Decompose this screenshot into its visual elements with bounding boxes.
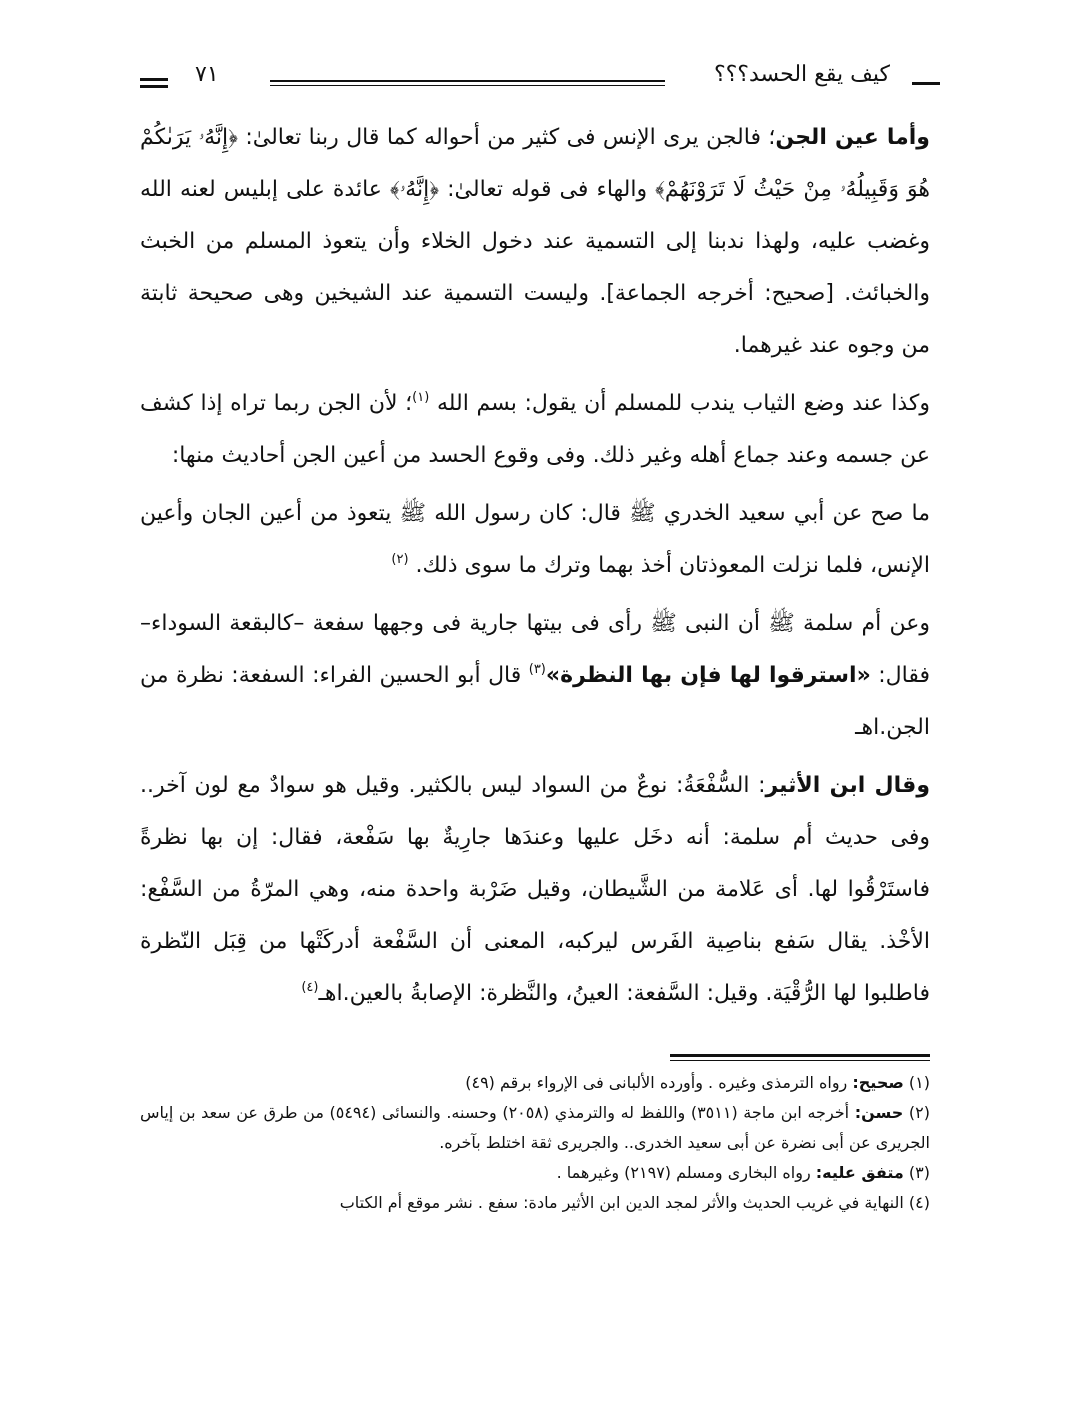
- running-header: [140, 60, 940, 100]
- paragraph-jinn-eye: [140, 112, 930, 372]
- hadith-quote: «استرقوا لها فإن بها النظرة»: [545, 663, 871, 688]
- footnote-number: (٢): [908, 1103, 930, 1122]
- footnote-ref: (٣): [528, 662, 546, 677]
- paragraph-text: وكذا عند وضع الثياب يندب للمسلم أن يقول: بسم الله: [436, 391, 930, 416]
- paragraph-lead: وأما عين الجن: [775, 125, 930, 150]
- header-ornament-left: [140, 78, 168, 88]
- footnote-label: حسن:: [854, 1103, 904, 1122]
- page-number: ٧١: [195, 62, 219, 87]
- paragraph-abu-said: [140, 488, 930, 592]
- paragraph-text: وعن أم سلمة ﷺ أن النبى ﷺ رأى فى بيتها جارية فى وجهها سفعة –كالبقعة السوداء– فقال:: [140, 611, 930, 688]
- footnote-3: [140, 1158, 930, 1188]
- running-title: كيف يقع الحسد؟؟؟: [713, 62, 890, 87]
- footnote-ref: (٢): [391, 552, 409, 567]
- footnote-text: رواه البخارى ومسلم (٢١٩٧) وغيرهما .: [556, 1163, 816, 1182]
- footnote-number: (١): [908, 1073, 930, 1092]
- footnote-2: [140, 1098, 930, 1158]
- footnote-label: صحيح:: [852, 1073, 904, 1092]
- footnote-separator: [670, 1054, 930, 1061]
- paragraph-ibn-athir: [140, 760, 930, 1020]
- paragraph-text: قال أبو الحسين الفراء: السفعة: نظرة من الجن.اهـ: [140, 663, 930, 740]
- footnote-number: (٣): [908, 1163, 930, 1182]
- header-rule: [270, 80, 665, 86]
- footnotes: [140, 1068, 930, 1218]
- body-text: [140, 112, 930, 1026]
- paragraph-text: ؛ لأن الجن ربما تراه إذا كشف عن جسمه وعند جماع أهله وغير ذلك. وفى وقوع الحسد من أعين الجن أحاديث منها:: [140, 391, 930, 468]
- paragraph-clothes: [140, 378, 930, 482]
- paragraph-lead: وقال ابن الأثير: [765, 773, 930, 798]
- footnote-number: (٤): [908, 1193, 930, 1212]
- footnote-label: متفق عليه:: [815, 1163, 904, 1182]
- footnote-1: [140, 1068, 930, 1098]
- footnote-ref: (٤): [301, 980, 319, 995]
- paragraph-text: : السُّفْعَةُ: نوعٌ من السواد ليس بالكثير. وقيل هو سوادٌ مع لون آخر.. وفى حديث أم سلمة: أنه دخَل عليها وعندَها جارِيةٌ بها سَفْعة، فقال: إن بها نظرةً فاستَرْقُوا لها. أى عَلامة من الشَّيطان، وقيل ضَرْبة واحدة منه، وهي المرّةُ من السَّفْع: الأخْذ. يقال سَفع بناصِية الفَرس ليركبه، المعنى أن السَّفْعة أدركَتْها من قِبَل النّظرة فاطلبوا لها الرُّقْيَة. وقيل: السَّفعة: العينُ، والنَّظرة: الإصابةُ بالعين.اهـ: [140, 773, 930, 1006]
- footnote-text: أخرجه ابن ماجة (٣٥١١) واللفظ له والترمذي (٢٠٥٨) وحسنه. والنسائى (٥٤٩٤) من طرق عن سعد بن إياس الجريرى عن أبى نضرة عن أبى سعيد الخدرى.. والجريرى ثقة اختلط بآخره.: [140, 1103, 930, 1152]
- footnote-ref: (١): [412, 390, 430, 405]
- header-ornament-right: [912, 82, 940, 85]
- footnote-text: النهاية في غريب الحديث والأثر لمجد الدين ابن الأثير مادة: سفع . نشر موقع أم الكتاب: [339, 1193, 904, 1212]
- paragraph-umm-salama: [140, 598, 930, 754]
- paragraph-text: ؛ فالجن يرى الإنس فى كثير من أحواله كما قال ربنا تعالىٰ: ﴿إِنَّهُۥ يَرَىٰكُمْ هُوَ وَقَبِيلُهُۥ مِنْ حَيْثُ لَا تَرَوْنَهُمْ﴾ والهاء فى قوله تعالىٰ: ﴿إِنَّهُۥ﴾ عائدة على إبليس لعنه الله وغضب عليه، ولهذا ندبنا إلى التسمية عند دخول الخلاء وأن يتعوذ المسلم من الخبث والخبائث. [صحيح: أخرجه الجماعة]. وليست التسمية عند الشيخين وهى صحيحة ثابتة من وجوه عند غيرهما.: [140, 125, 930, 358]
- footnote-4: [140, 1188, 930, 1218]
- paragraph-text: ما صح عن أبي سعيد الخدري ﷺ قال: كان رسول الله ﷺ يتعوذ من أعين الجان وأعين الإنس، فلما نزلت المعوذتان أخذ بهما وترك ما سوى ذلك.: [140, 501, 930, 578]
- footnote-text: رواه الترمذى وغيره . وأورده الألبانى فى الإرواء برقم (٤٩): [465, 1073, 853, 1092]
